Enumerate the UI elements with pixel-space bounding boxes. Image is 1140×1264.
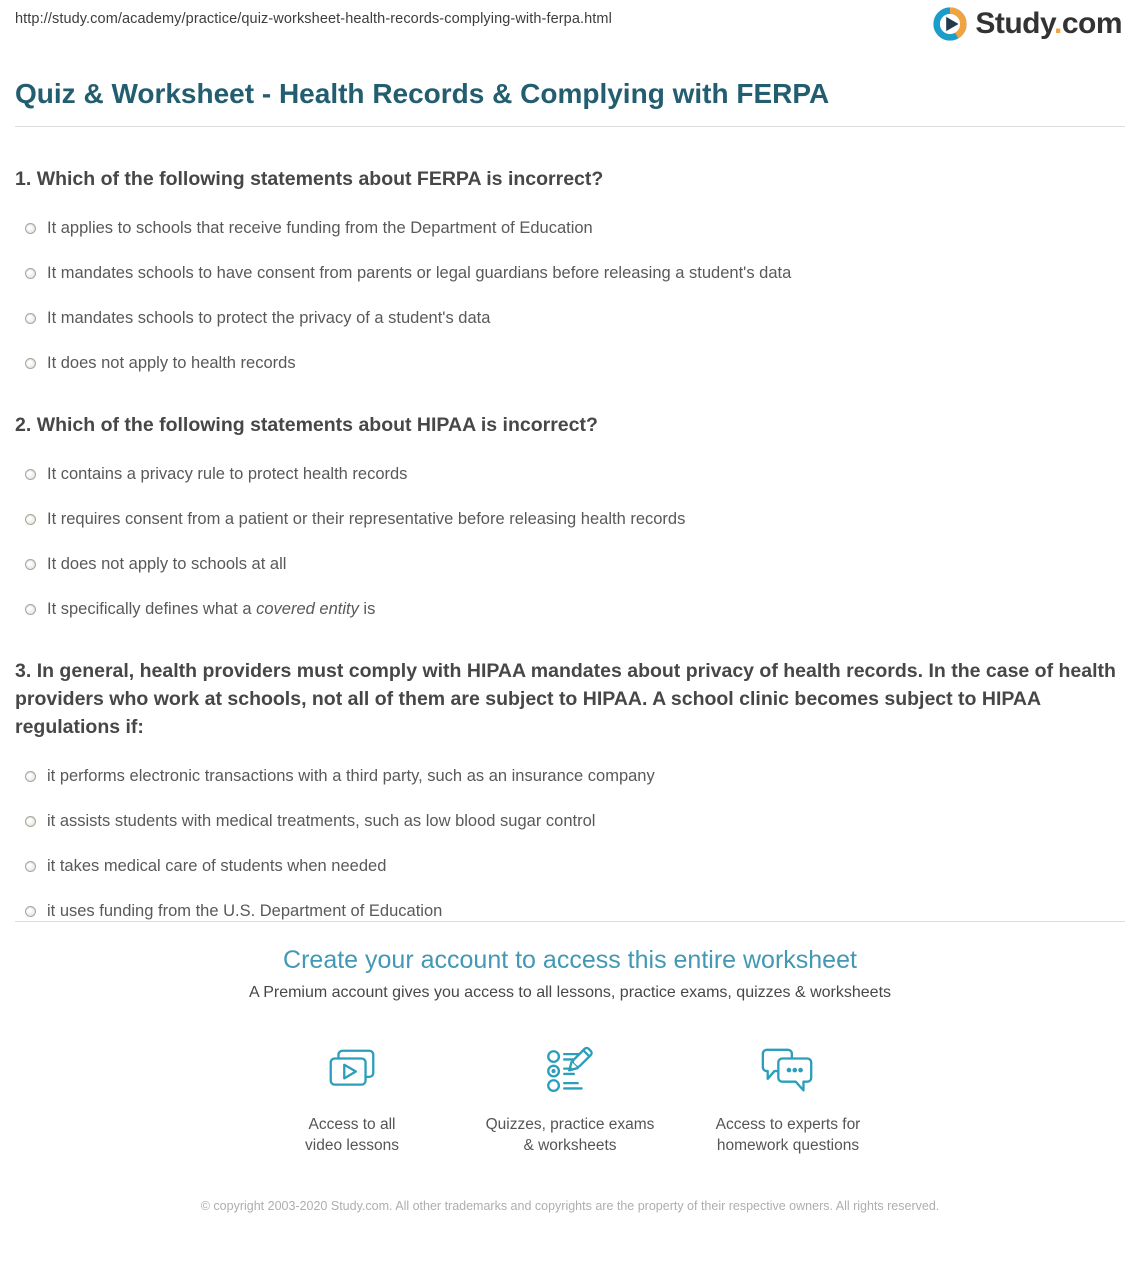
radio-button[interactable]: [25, 604, 36, 615]
radio-button[interactable]: [25, 223, 36, 234]
homework-experts-icon: [757, 1040, 819, 1102]
option-label: it performs electronic transactions with a third party, such as an insurance company: [47, 767, 655, 785]
question-3-heading: 3. In general, health providers must comply with HIPAA mandates about privacy of health records. In the case of health providers who work at schools, not all of them are subject to HIPAA. A school clinic becomes subject to HIPAA regulations if:: [15, 660, 1116, 738]
page-header: [0, 0, 1140, 58]
feature-quizzes-worksheets: [461, 1040, 679, 1156]
feature-label: Quizzes, practice exams & worksheets: [485, 1116, 655, 1154]
question-2-option-2[interactable]: [15, 510, 1125, 529]
option-label: It specifically defines what a covered entity is: [47, 600, 376, 618]
feature-video-lessons: [243, 1040, 461, 1156]
radio-button[interactable]: [25, 816, 36, 827]
question-2-option-3[interactable]: [15, 555, 1125, 574]
option-label: It does not apply to schools at all: [47, 555, 287, 573]
option-label: It contains a privacy rule to protect health records: [47, 465, 408, 483]
radio-button[interactable]: [25, 514, 36, 525]
page-url: http://study.com/academy/practice/quiz-worksheet-health-records-complying-with-ferpa.html: [15, 11, 612, 27]
create-account-section: [15, 922, 1125, 1156]
question-1-option-4[interactable]: [15, 354, 1125, 373]
copyright-notice: © copyright 2003-2020 Study.com. All other trademarks and copyrights are the property of their respective owners. All rights reserved.: [200, 1199, 940, 1213]
create-account-heading[interactable]: Create your account to access this entire worksheet: [283, 946, 857, 974]
option-label: It applies to schools that receive funding from the Department of Education: [47, 219, 593, 237]
premium-subheading: A Premium account gives you access to all lessons, practice exams, quizzes & worksheets: [248, 984, 892, 1001]
radio-button[interactable]: [25, 861, 36, 872]
question-3-option-4[interactable]: [15, 902, 1125, 921]
question-2-heading: 2. Which of the following statements about HIPAA is incorrect?: [15, 414, 598, 436]
radio-button[interactable]: [25, 268, 36, 279]
question-1: [15, 165, 1125, 373]
question-1-heading: 1. Which of the following statements about FERPA is incorrect?: [15, 168, 604, 190]
question-2: [15, 411, 1125, 619]
question-1-option-2[interactable]: [15, 264, 1125, 283]
title-divider: [15, 126, 1125, 127]
question-3-option-1[interactable]: [15, 767, 1125, 786]
feature-label: Access to experts for homework questions: [715, 1116, 861, 1154]
quizzes-worksheets-icon: [541, 1040, 599, 1102]
question-3-option-3[interactable]: [15, 857, 1125, 876]
question-3-option-2[interactable]: [15, 812, 1125, 831]
radio-button[interactable]: [25, 313, 36, 324]
option-label: It requires consent from a patient or their representative before releasing health records: [47, 510, 686, 528]
studycom-logo[interactable]: [931, 5, 1122, 43]
radio-button[interactable]: [25, 906, 36, 917]
option-label: It mandates schools to protect the privacy of a student's data: [47, 309, 491, 327]
question-1-option-1[interactable]: [15, 219, 1125, 238]
worksheet-content: [0, 74, 1140, 1216]
radio-button[interactable]: [25, 771, 36, 782]
radio-button[interactable]: [25, 358, 36, 369]
studycom-play-icon: [931, 5, 969, 43]
question-1-option-3[interactable]: [15, 309, 1125, 328]
page-title: Quiz & Worksheet - Health Records & Complying with FERPA: [15, 78, 830, 109]
feature-homework-experts: [679, 1040, 897, 1156]
studycom-logo-text: Study.com: [975, 7, 1122, 40]
features-row: [15, 1040, 1125, 1156]
question-3: [15, 657, 1125, 921]
option-label: It mandates schools to have consent from parents or legal guardians before releasing a student's data: [47, 264, 792, 282]
question-2-option-4[interactable]: [15, 600, 1125, 619]
video-lessons-icon: [323, 1040, 381, 1102]
radio-button[interactable]: [25, 559, 36, 570]
feature-label: Access to all video lessons: [305, 1116, 399, 1154]
option-label: It does not apply to health records: [47, 354, 296, 372]
option-label: it uses funding from the U.S. Department of Education: [47, 902, 443, 920]
question-2-option-1[interactable]: [15, 465, 1125, 484]
option-label: it takes medical care of students when needed: [47, 857, 387, 875]
radio-button[interactable]: [25, 469, 36, 480]
option-label: it assists students with medical treatments, such as low blood sugar control: [47, 812, 596, 830]
